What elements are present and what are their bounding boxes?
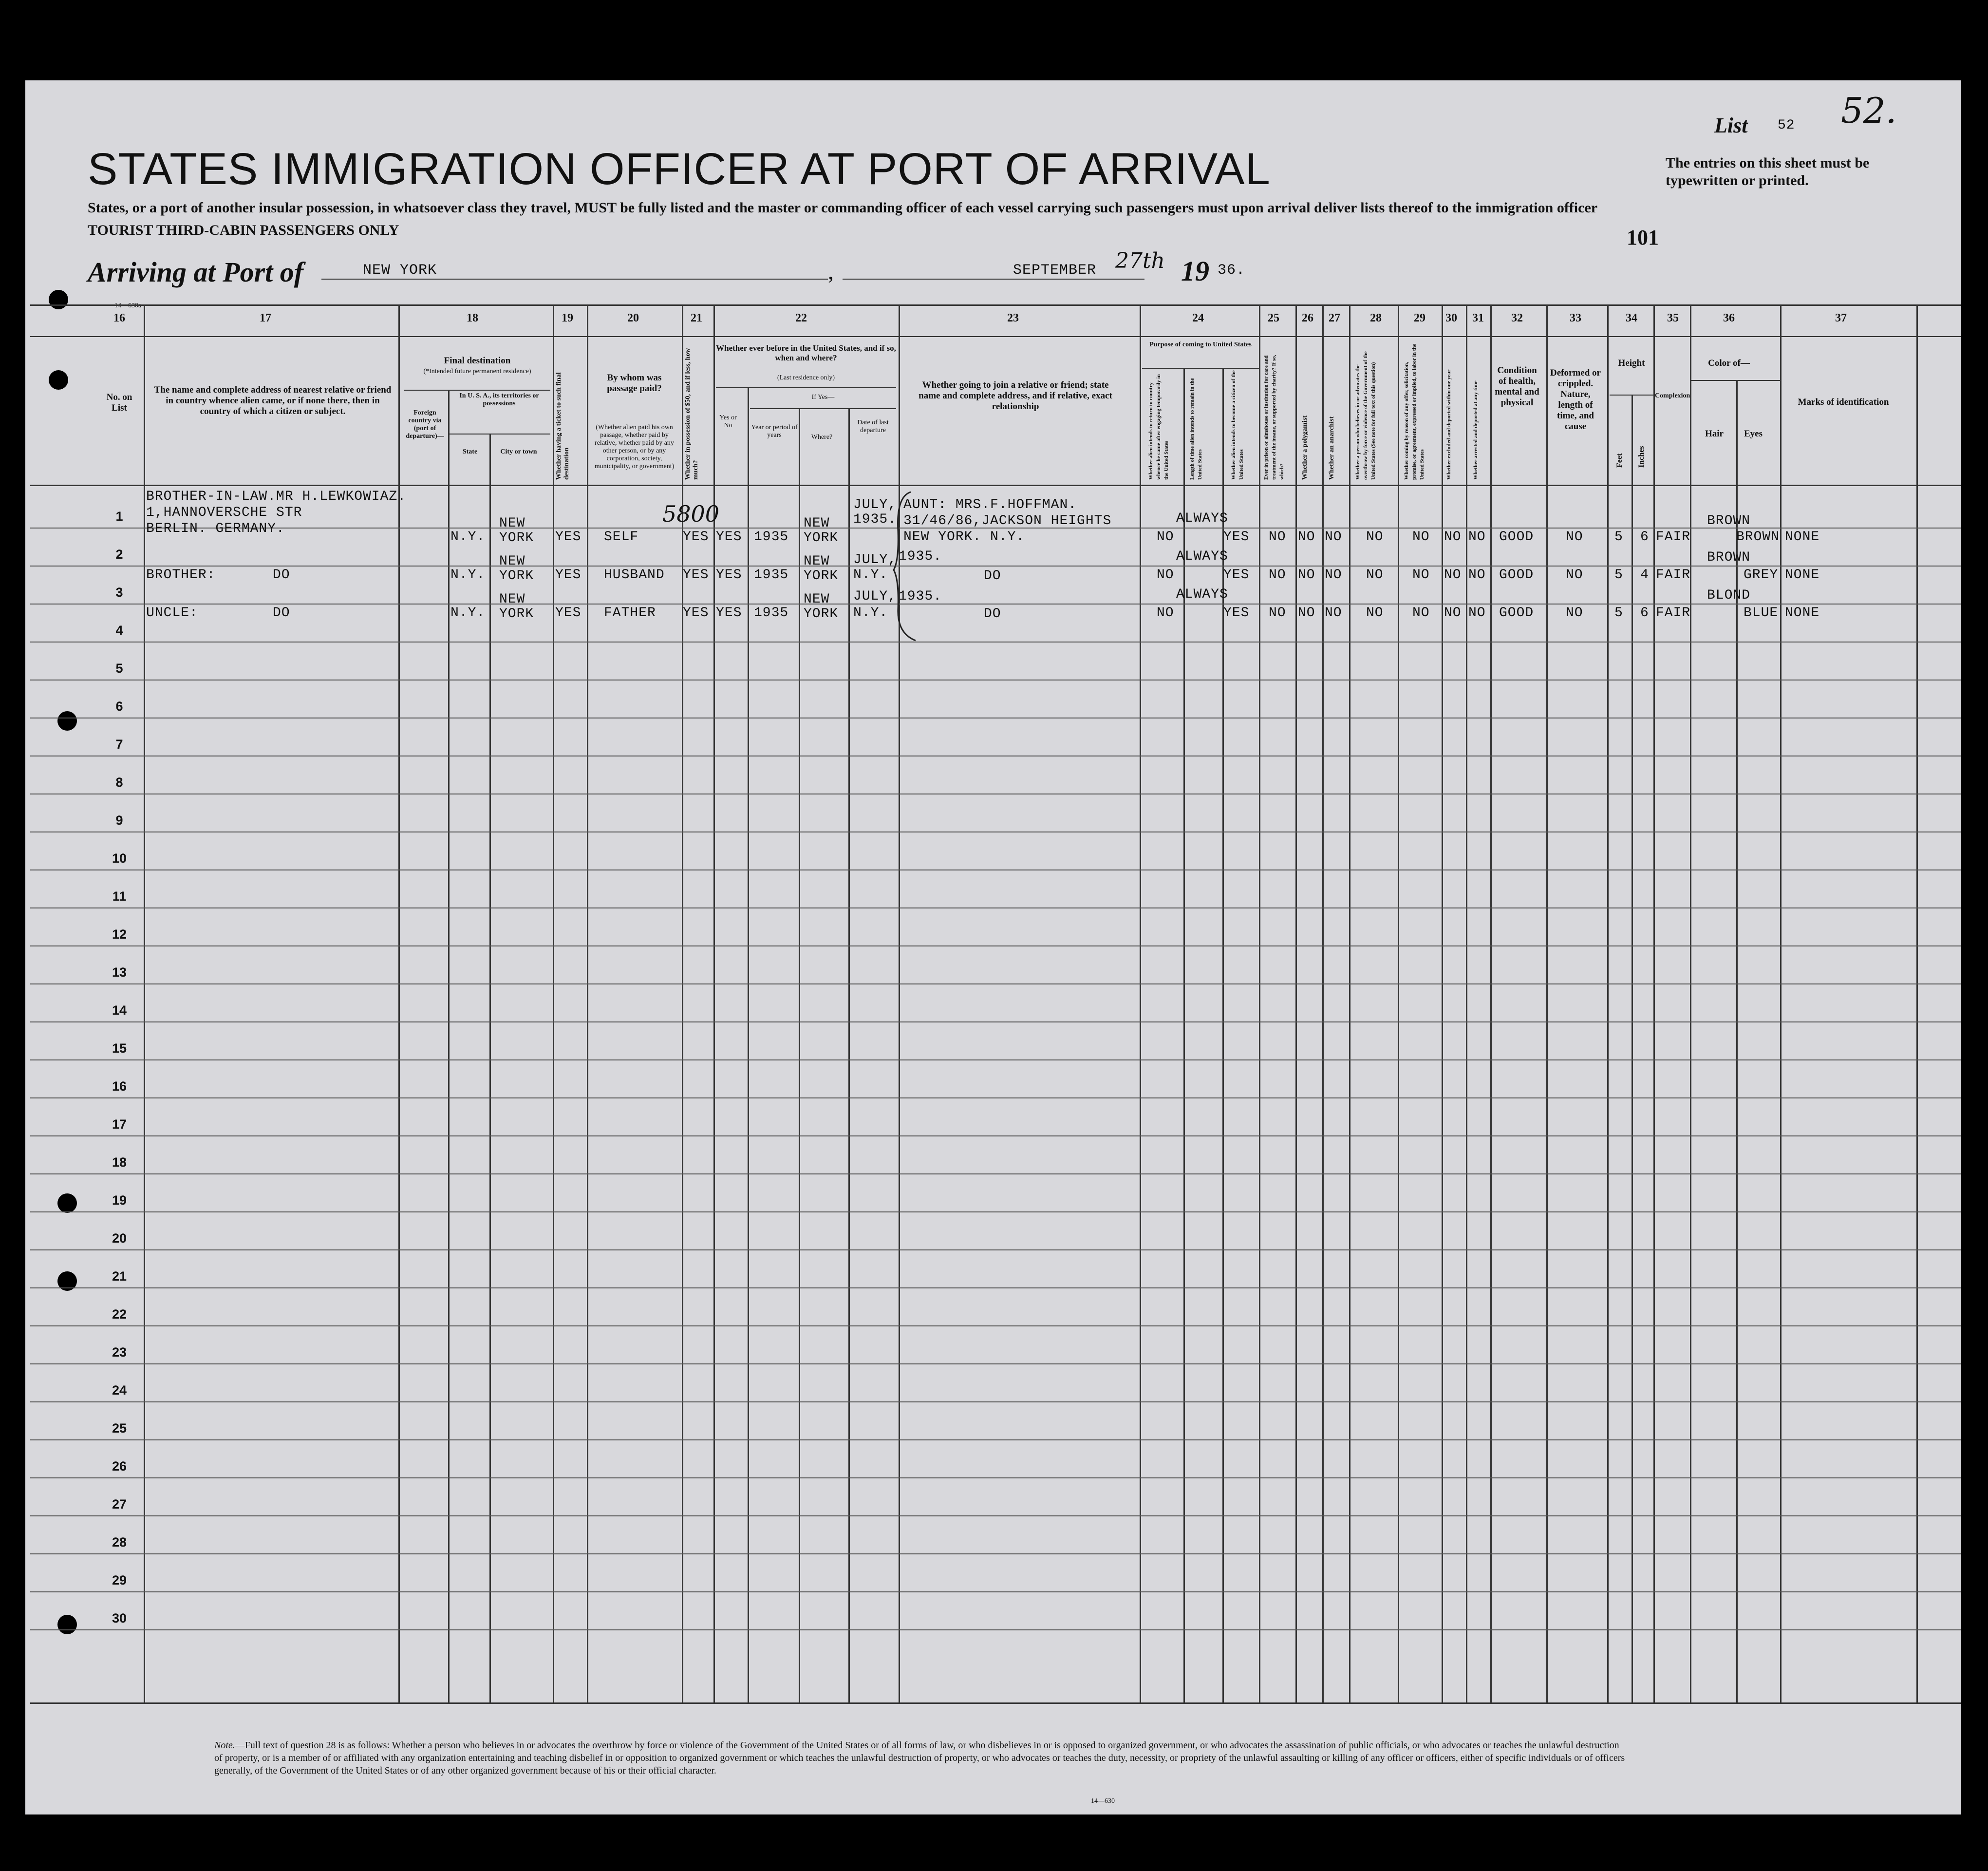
row-line <box>30 1515 1961 1516</box>
header-final-destination: Final destination <box>444 356 511 366</box>
header-health: Condition of health, mental and physical <box>1495 365 1539 408</box>
eyes-cell: BLUE <box>1744 605 1779 621</box>
row-line <box>30 1477 1961 1478</box>
row-line <box>30 1553 1961 1554</box>
health-cell: GOOD <box>1499 567 1534 583</box>
eyes-cell: GREY <box>1744 567 1779 583</box>
header-year: Year or period of years <box>751 424 798 439</box>
footnote-text: —Full text of question 28 is as follows: Whether a person who believes in or advocates the overthrow by force or violence of the Government of the United States or of all forms of law, or who disbelieves in or is opposed to organized government, or who advocates the assassination of public officials, or who advocates or teaches the unlawful destruction of property, or is a member of or affiliated with any organization entertaining and teaching disbelief in or opposition to organized government or which teaches the unlawful destruction of property, or who advocates or teaches the duty, necessity, or propriety of the unlawful assaulting or killing of any officer or officers, either of specific individuals or of officers generally, of the Government of the United States or of any other organized government because of his or their official character. <box>214 1740 1625 1776</box>
column-divider <box>587 304 588 1702</box>
col-num-16: 16 <box>113 312 125 324</box>
header-final-destination-sub: (*Intended future permanent residence) <box>423 368 531 375</box>
header-been-before: Whether ever before in the United States, and if so, when and where? <box>716 343 896 362</box>
row-line <box>30 1135 1961 1136</box>
q28-cell: NO <box>1366 567 1384 583</box>
col-num-35: 35 <box>1667 312 1679 324</box>
header-no-on-list: No. on List <box>106 392 132 413</box>
column-divider <box>799 408 800 1702</box>
header-purpose: Purpose of coming to United States <box>1149 341 1252 348</box>
date-underline <box>843 279 1144 280</box>
col-num-28: 28 <box>1370 312 1382 324</box>
purpose-return-cell: NO <box>1157 605 1174 621</box>
column-divider <box>1690 304 1691 1702</box>
header-deformed: Deformed or crippled. Nature, length of time, and cause <box>1550 368 1601 432</box>
state-cell: N.Y. <box>450 605 486 621</box>
eyes-cell: BROWN <box>1736 529 1780 545</box>
row-number: 13 <box>112 965 127 980</box>
binder-hole <box>57 1615 77 1634</box>
column-divider <box>1183 368 1185 1702</box>
prison-cell: NO <box>1269 605 1286 621</box>
row-number: 26 <box>112 1459 127 1474</box>
header-foreign-country: Foreign country via (port of departure)— <box>406 409 444 440</box>
col-num-27: 27 <box>1329 312 1340 324</box>
date-cell: JULY, <box>853 497 897 512</box>
col-num-37: 37 <box>1835 312 1847 324</box>
header-feet: Feet <box>1615 453 1624 468</box>
col-num-34: 34 <box>1626 312 1637 324</box>
relative-line: 1,HANNOVERSCHE STR <box>146 505 302 520</box>
row-number: 14 <box>112 1003 127 1018</box>
ticket-cell: YES <box>555 605 581 621</box>
col-num-18: 18 <box>467 312 478 324</box>
row-line <box>30 1249 1961 1250</box>
paid-by-cell: HUSBAND <box>604 567 665 583</box>
state-cell: N.Y. <box>450 529 486 545</box>
q31-cell: NO <box>1468 605 1486 621</box>
where-cell: NEW <box>804 516 830 531</box>
inches-cell: 6 <box>1640 605 1649 621</box>
q28-cell: NO <box>1366 529 1384 545</box>
row-line <box>30 907 1961 908</box>
row-number: 17 <box>112 1117 127 1132</box>
col-num-32: 32 <box>1511 312 1523 324</box>
list-typed-number: 52 <box>1778 118 1795 133</box>
row-line <box>30 1287 1961 1288</box>
date-cell: 1935. <box>899 589 942 604</box>
port-underline <box>321 279 828 280</box>
row-number: 2 <box>115 547 123 562</box>
q31-cell: NO <box>1468 529 1486 545</box>
footnote-label: Note. <box>214 1740 235 1751</box>
city-cell: NEW <box>499 592 525 607</box>
column-divider <box>1736 380 1738 1702</box>
col-num-24: 24 <box>1192 312 1204 324</box>
feet-cell: 5 <box>1614 605 1623 621</box>
row-number: 11 <box>112 889 127 904</box>
date-cell: N.Y. <box>853 605 888 621</box>
date-cell: JULY, <box>853 589 897 604</box>
years-cell: 1935 <box>754 567 789 583</box>
header-complexion: Complexion <box>1655 392 1690 399</box>
ticket-cell: YES <box>555 529 581 545</box>
manifest-sheet <box>25 80 1961 1814</box>
header-hair: Hair <box>1705 429 1724 439</box>
money-cell: YES <box>683 605 709 621</box>
row-line <box>30 566 1961 567</box>
instruction-line: States, or a port of another insular possession, in whatsoever class they travel, MUST be fully listed and the master or commanding officer of each vessel carrying such passengers must upon arrival deliver lists thereof to the immigration officer <box>88 200 1598 216</box>
marks-cell: NONE <box>1785 567 1820 583</box>
row-line <box>30 1401 1961 1402</box>
column-divider <box>848 408 850 1702</box>
header-in-usa: In U. S. A., its territories or possessions <box>459 392 539 407</box>
row-number: 19 <box>112 1193 127 1208</box>
header-yes-no: Yes or No <box>719 414 737 429</box>
column-divider <box>1466 304 1467 1702</box>
where-cell: NEW <box>804 554 830 569</box>
header-anarchist: Whether an anarchist <box>1328 416 1335 480</box>
footnote-code: 14—630 <box>1091 1797 1115 1805</box>
row-number: 21 <box>112 1269 127 1284</box>
purpose-citizen-cell: YES <box>1223 605 1250 621</box>
row-number: 25 <box>112 1421 127 1436</box>
column-divider <box>553 304 554 1702</box>
column-divider <box>1607 304 1609 1702</box>
row-line <box>30 1211 1961 1212</box>
row-number: 28 <box>112 1535 127 1550</box>
relative-line: BROTHER-IN-LAW.MR H.LEWKOWIAZ. <box>146 489 407 504</box>
years-cell: 1935 <box>754 605 789 621</box>
row-number: 18 <box>112 1155 127 1170</box>
row-line <box>30 1097 1961 1098</box>
row-number: 12 <box>112 927 127 942</box>
header-inches: Inches <box>1637 446 1646 468</box>
purpose-citizen-cell: YES <box>1223 567 1250 583</box>
deformed-cell: NO <box>1566 605 1583 621</box>
years-cell: 1935 <box>754 529 789 545</box>
column-divider <box>1653 304 1655 1702</box>
polygamist-cell: NO <box>1298 567 1315 583</box>
col-num-36: 36 <box>1723 312 1735 324</box>
header-state: State <box>462 448 478 455</box>
row-number: 8 <box>115 775 123 790</box>
money-cell: YES <box>683 529 709 545</box>
comma: , <box>828 259 834 284</box>
row-line <box>30 1439 1961 1440</box>
paid-by-cell: SELF <box>604 529 639 545</box>
been-before-cell: YES <box>716 529 742 545</box>
sheet-number: 101 <box>1627 226 1659 249</box>
relative-ditto: DO <box>273 605 290 621</box>
hair-cell: BLOND <box>1707 588 1751 603</box>
row-line <box>30 1021 1961 1022</box>
joining-cell: AUNT: MRS.F.HOFFMAN. <box>903 497 1077 512</box>
column-divider <box>1259 304 1260 1702</box>
table-bottom-border <box>30 1702 1961 1704</box>
header-date-departure: Date of last departure <box>857 419 889 434</box>
purpose-return-cell: NO <box>1157 567 1174 583</box>
state-cell: N.Y. <box>450 567 486 583</box>
been-before-cell: YES <box>716 567 742 583</box>
header-passage-paid-sub: (Whether alien paid his own passage, whether paid by relative, whether paid by any other person, or by any corporation, society, municipality, or government) <box>594 424 675 470</box>
q31-cell: NO <box>1468 567 1486 583</box>
hair-cell: BROWN <box>1707 513 1751 529</box>
header-if-yes: If Yes— <box>811 394 835 401</box>
col-num-21: 21 <box>691 312 702 324</box>
header-color: Color of— <box>1708 358 1750 368</box>
ticket-cell: YES <box>555 567 581 583</box>
paid-by-cell: FATHER <box>604 605 656 621</box>
row-line <box>30 604 1961 605</box>
relative-ditto: DO <box>273 567 290 583</box>
col-num-29: 29 <box>1414 312 1425 324</box>
q29-cell: NO <box>1412 529 1430 545</box>
header-subdivider <box>404 390 550 391</box>
row-number: 23 <box>112 1345 127 1360</box>
column-divider <box>1295 304 1297 1702</box>
passenger-class: TOURIST THIRD-CABIN PASSENGERS ONLY <box>88 222 399 238</box>
year-prefix: 19 <box>1181 255 1209 287</box>
header-purpose-return: Whether alien intends to return to country whence he came after engaging temporarily in the United States <box>1148 374 1169 480</box>
binder-hole <box>49 370 68 390</box>
header-where: Where? <box>811 434 833 441</box>
inches-cell: 4 <box>1640 567 1649 583</box>
city-cell: NEW <box>499 554 525 569</box>
table-top-border <box>30 304 1961 306</box>
row-number: 20 <box>112 1231 127 1246</box>
q30-cell: NO <box>1444 567 1462 583</box>
column-divider <box>448 390 450 1702</box>
col-num-20: 20 <box>627 312 639 324</box>
row-number: 22 <box>112 1307 127 1322</box>
header-prison: Ever in prison or almshouse or institution for care and treatment of the insane, or supported by charity? If so, which? <box>1263 355 1285 480</box>
purpose-citizen-cell: YES <box>1223 529 1250 545</box>
row-number: 9 <box>115 813 123 828</box>
relative-line: BERLIN. GERMANY. <box>146 521 285 536</box>
city-cell: YORK <box>499 530 534 546</box>
q29-cell: NO <box>1412 567 1430 583</box>
q28-cell: NO <box>1366 605 1384 621</box>
q30-cell: NO <box>1444 605 1462 621</box>
column-divider <box>1490 304 1492 1702</box>
prison-cell: NO <box>1269 567 1286 583</box>
marks-cell: NONE <box>1785 605 1820 621</box>
row-line <box>30 945 1961 946</box>
column-divider <box>1349 304 1350 1702</box>
header-purpose-citizen: Whether alien intends to become a citizen of the United States <box>1231 370 1244 480</box>
complexion-cell: FAIR <box>1656 567 1691 583</box>
col-num-19: 19 <box>562 312 573 324</box>
row-number: 6 <box>115 699 123 714</box>
inches-cell: 6 <box>1640 529 1649 545</box>
where-cell: NEW <box>804 592 830 607</box>
city-cell: NEW <box>499 516 525 531</box>
row-line <box>30 1363 1961 1364</box>
complexion-cell: FAIR <box>1656 605 1691 621</box>
where-cell: YORK <box>804 606 839 622</box>
row-number: 10 <box>112 851 127 866</box>
date-cell: JULY, <box>853 552 897 567</box>
anarchist-cell: NO <box>1325 605 1342 621</box>
marks-cell: NONE <box>1785 529 1820 545</box>
day-handwritten: 27th <box>1115 248 1165 273</box>
column-divider <box>1140 304 1141 1702</box>
col-num-31: 31 <box>1472 312 1484 324</box>
row-number: 30 <box>112 1611 127 1625</box>
header-subdivider <box>750 408 896 409</box>
header-polygamist: Whether a polygamist <box>1301 416 1309 480</box>
handwritten-brace <box>891 487 920 643</box>
column-divider <box>398 304 400 1702</box>
header-city: City or town <box>500 448 537 455</box>
header-eyes: Eyes <box>1744 429 1763 439</box>
feet-cell: 5 <box>1614 529 1623 545</box>
health-cell: GOOD <box>1499 605 1534 621</box>
q30-cell: NO <box>1444 529 1462 545</box>
row-line <box>30 1629 1961 1630</box>
complexion-cell: FAIR <box>1656 529 1691 545</box>
column-divider <box>1546 304 1548 1702</box>
row-number: 27 <box>112 1497 127 1512</box>
header-subdivider <box>1690 380 1780 381</box>
header-money: Whether in possession of $50, and if less, how much? <box>684 348 699 480</box>
deformed-cell: NO <box>1566 567 1583 583</box>
relative-line: UNCLE: <box>146 605 198 621</box>
row-number: 5 <box>115 661 123 676</box>
col-num-17: 17 <box>260 312 271 324</box>
year-suffix: 36. <box>1218 262 1246 279</box>
header-subdivider <box>448 434 550 435</box>
joining-ditto: DO <box>984 606 1001 622</box>
purpose-length-cell: ALWAYS <box>1176 511 1228 526</box>
header-purpose-length: Length of time alien intends to remain in the United States <box>1189 378 1203 480</box>
row-line <box>30 1173 1961 1174</box>
col-num-26: 26 <box>1302 312 1313 324</box>
row-number: 29 <box>112 1573 127 1588</box>
header-nearest-relative: The name and complete address of nearest relative or friend in country whence alien came, or if none there, then in country of which a citizen or subject. <box>154 385 392 416</box>
row-number: 7 <box>115 737 123 752</box>
header-joining: Whether going to join a relative or friend; state name and complete address, and if relative, exact relationship <box>919 380 1112 412</box>
polygamist-cell: NO <box>1298 529 1315 545</box>
column-divider <box>1398 304 1399 1702</box>
header-subdivider <box>1142 368 1259 369</box>
feet-cell: 5 <box>1614 567 1623 583</box>
date-cell: 1935. <box>899 549 942 564</box>
page-title: STATES IMMIGRATION OFFICER AT PORT OF ARRIVAL <box>88 144 1271 194</box>
port-value: NEW YORK <box>363 262 437 279</box>
header-been-before-sub: (Last residence only) <box>777 374 835 381</box>
header-height: Height <box>1618 358 1645 368</box>
row-line <box>30 1325 1961 1326</box>
anarchist-cell: NO <box>1325 567 1342 583</box>
row-number: 24 <box>112 1383 127 1398</box>
row-number: 3 <box>115 585 123 600</box>
purpose-return-cell: NO <box>1157 529 1174 545</box>
column-divider <box>1780 304 1782 1702</box>
form-code <box>114 302 141 310</box>
header-q29: Whether coming by reason of any offer, solicitation, promise, or agreement, expressed or implied, to labor in the United States <box>1404 343 1425 480</box>
column-divider <box>489 434 491 1702</box>
column-number-divider <box>30 336 1961 337</box>
purpose-length-cell: ALWAYS <box>1176 549 1228 564</box>
prison-cell: NO <box>1269 529 1286 545</box>
arriving-label: Arriving at Port of <box>88 256 304 288</box>
header-bottom-border <box>30 485 1961 486</box>
header-q30: Whether excluded and deported within one year <box>1446 369 1452 480</box>
polygamist-cell: NO <box>1298 605 1315 621</box>
column-divider <box>1442 304 1443 1702</box>
list-handwritten-number: 52. <box>1841 90 1897 131</box>
col-num-23: 23 <box>1007 312 1019 324</box>
header-subdivider <box>716 387 896 388</box>
row-line <box>30 1059 1961 1060</box>
header-ticket: Whether having a ticket to such final destination <box>555 372 570 480</box>
column-divider <box>144 304 145 1702</box>
money-cell: YES <box>683 567 709 583</box>
row-line <box>30 869 1961 870</box>
city-cell: YORK <box>499 568 534 584</box>
row-number: 16 <box>112 1079 127 1094</box>
money-handwritten: 5800 <box>662 501 720 527</box>
col-num-30: 30 <box>1445 312 1457 324</box>
purpose-length-cell: ALWAYS <box>1176 587 1228 602</box>
header-q28: Whether a person who believes in or advocates the overthrow by force or violence of the Government of the United States (See note for full text of this question) <box>1355 351 1376 480</box>
col-num-33: 33 <box>1570 312 1581 324</box>
date-cell: 1935. <box>853 512 897 527</box>
health-cell: GOOD <box>1499 529 1534 545</box>
column-divider <box>1916 304 1918 1702</box>
column-divider <box>1322 304 1324 1702</box>
row-line <box>30 1591 1961 1592</box>
row-line <box>30 642 1961 643</box>
binder-hole <box>57 1193 77 1213</box>
header-q31: Whether arrested and deported at any time <box>1473 380 1479 480</box>
typewritten-note: The entries on this sheet must be typewritten or printed. <box>1666 155 1870 189</box>
footnote <box>214 1739 1627 1777</box>
column-divider <box>1632 395 1633 1702</box>
month-value: SEPTEMBER <box>1013 262 1097 279</box>
date-cell: N.Y. <box>853 567 888 583</box>
header-passage-paid: By whom was passage paid? <box>607 373 662 394</box>
where-cell: YORK <box>804 530 839 546</box>
joining-ditto: DO <box>984 568 1001 584</box>
joining-cell: NEW YORK. N.Y. <box>903 529 1025 545</box>
row-line <box>30 983 1961 984</box>
list-label: List <box>1714 113 1748 137</box>
been-before-cell: YES <box>716 605 742 621</box>
city-cell: YORK <box>499 606 534 622</box>
q29-cell: NO <box>1412 605 1430 621</box>
binder-hole <box>57 711 77 731</box>
relative-line: BROTHER: <box>146 567 216 583</box>
row-number: 4 <box>115 623 123 638</box>
joining-cell: 31/46/86,JACKSON HEIGHTS <box>903 513 1112 529</box>
binder-hole <box>49 290 68 309</box>
col-num-25: 25 <box>1268 312 1279 324</box>
row-number: 15 <box>112 1041 127 1056</box>
column-divider <box>748 387 749 1702</box>
where-cell: YORK <box>804 568 839 584</box>
row-number: 1 <box>115 509 123 524</box>
header-marks: Marks of identification <box>1798 397 1889 407</box>
col-num-22: 22 <box>795 312 807 324</box>
anarchist-cell: NO <box>1325 529 1342 545</box>
hair-cell: BROWN <box>1707 550 1751 565</box>
deformed-cell: NO <box>1566 529 1583 545</box>
